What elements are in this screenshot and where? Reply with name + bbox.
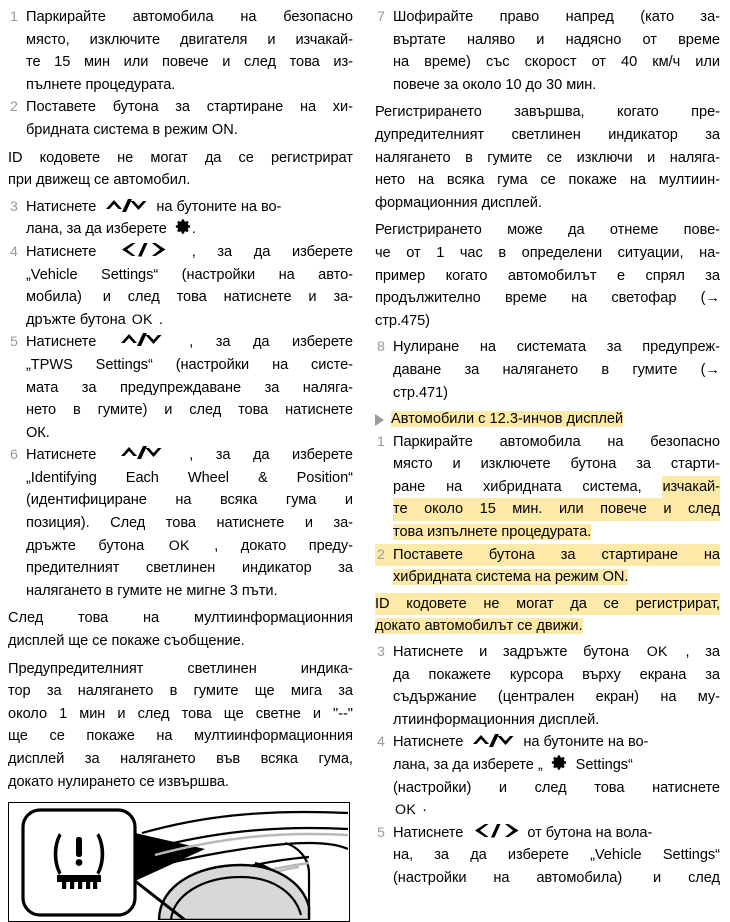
text-line: Регистрирането може да отнеме пове- — [375, 222, 720, 239]
text-line: лана, за да изберете . — [26, 218, 353, 241]
step-text — [393, 731, 720, 821]
gear-icon — [551, 754, 568, 771]
text-line: при движещ се автомобил. — [8, 172, 191, 189]
text-line: Паркирайте автомобила на безопасно — [26, 9, 353, 25]
text-line: място и изключете бутона за старти- — [393, 456, 720, 473]
left-right-arrows-icon — [471, 822, 523, 839]
ok-button-glyph: OK — [395, 802, 417, 819]
step-number: 1 — [377, 433, 385, 450]
text-line: Шофирайте право напред (като за- — [393, 9, 720, 25]
step-number: 5 — [377, 824, 385, 841]
step-item — [375, 6, 720, 96]
text-line: стр.475) — [375, 312, 430, 329]
note-paragraph — [8, 147, 353, 192]
text-line: „Identifying Each Wheel & Position“ — [26, 469, 353, 486]
text-line: на, за да изберете „Vehicle Settings“ — [393, 847, 720, 864]
text-line: съдържание (централен екран) на му- — [393, 689, 720, 706]
text-line: Натиснете от бутона на вола- — [393, 822, 720, 845]
section-heading-label: Автомобили с 12.3-инчов дисплей — [391, 411, 624, 428]
step-body — [393, 431, 720, 544]
step-body — [26, 96, 353, 141]
text-line: ID кодовете не могат да се регистрират — [8, 149, 353, 166]
text-line: стр.471) — [393, 384, 448, 401]
text-line: бридната система в режим ON. — [26, 121, 238, 138]
section-heading — [375, 408, 720, 431]
tire-pressure-warning-light-illustration — [8, 802, 350, 922]
step-number: 7 — [377, 9, 385, 25]
step-number: 2 — [10, 99, 18, 116]
up-down-arrows-icon — [104, 197, 152, 213]
text-line: предителният светлинен индикатор за — [26, 560, 353, 577]
text-line: въртате наляво и надясно от време — [393, 31, 720, 48]
left-column — [0, 0, 365, 889]
text-line: След това на мултиинформационния — [8, 610, 353, 627]
step-body — [393, 822, 720, 890]
text-line: Натиснете и задръжте бутона OK , за — [393, 641, 720, 664]
step-text — [393, 6, 720, 96]
text-line: Предупредителният светлинен индика- — [8, 660, 353, 677]
text-line: Паркирайте автомобила на безопасно — [393, 433, 720, 450]
text-line: да покажете курсора върху екрана за — [393, 666, 720, 683]
text-line: (идентифициране на всяка гума и — [26, 492, 353, 509]
step-item — [8, 6, 353, 96]
text-line: „TPWS Settings“ (настройки на систе- — [26, 356, 353, 373]
step-item — [375, 336, 720, 404]
step-item — [375, 822, 720, 890]
text-line: те около 15 мин. или повече и след — [393, 498, 720, 521]
text-line: Натиснете , за да изберете — [26, 444, 353, 467]
step-body — [26, 444, 353, 602]
text-line: продължително време на светофар (→ — [375, 290, 720, 307]
step-item — [375, 431, 720, 544]
text-line: Натиснете , за да изберете — [26, 241, 353, 264]
text-line: „Vehicle Settings“ (настройки на авто- — [26, 266, 353, 283]
text-line: Натиснете , за да изберете — [26, 331, 353, 354]
text-line: ще се покаже на мултиинформационния — [8, 728, 353, 745]
step-number: 6 — [10, 447, 18, 464]
text-line: че от 1 час в определени ситуации, на- — [375, 244, 720, 261]
text-line: Натиснете на бутоните на во- — [393, 734, 649, 751]
ok-button-glyph: OK — [168, 537, 190, 554]
step-body — [26, 331, 353, 444]
note-paragraph — [375, 219, 720, 332]
step-item — [8, 331, 353, 444]
text-line: нето в гумите) и след това натиснете — [26, 402, 353, 419]
step-number: 3 — [377, 644, 385, 661]
text-line: Регистрирането завършва, когато пре- — [375, 104, 720, 121]
step-body — [393, 641, 720, 731]
step-number: 5 — [10, 334, 18, 351]
text-line: даване за налягането в гумите (→ — [393, 361, 720, 378]
step-text — [393, 431, 720, 544]
text-line: формационния дисплей. — [375, 194, 542, 211]
step-text — [393, 641, 720, 731]
text-line: мата за предупреждаване за наляга- — [26, 379, 353, 396]
step-text — [393, 822, 720, 890]
text-line: налягането в гумите не мигне 3 пъти. — [26, 582, 278, 599]
ok-button-glyph: OK — [646, 644, 668, 661]
text-line: дупредителният светлинен индикатор за — [375, 126, 720, 143]
step-body — [26, 196, 353, 241]
step-number: 8 — [377, 339, 385, 356]
text-line: място, изключите двигателя и изчакай- — [26, 31, 353, 48]
text-line: OK · — [395, 802, 427, 819]
text-line: пример когато автомобилът е спрял за — [375, 267, 720, 284]
text-line: дисплей ще се покаже съобщение. — [8, 633, 245, 650]
up-down-arrows-icon — [119, 444, 167, 467]
step-text — [26, 444, 353, 602]
text-line: тор за налягането в гумите ще мига за — [8, 683, 353, 700]
text-line: ОК. — [26, 424, 50, 441]
step-body — [393, 731, 720, 821]
text-line: Поставете бутона за стартиране на хи- — [26, 99, 353, 116]
text-line: ID кодовете не могат да се регистрират, — [375, 593, 720, 616]
text-line: пълнете процедурата. — [26, 76, 176, 93]
text-line: позиция). След това натиснете и за- — [26, 515, 353, 532]
note-paragraph — [8, 607, 353, 652]
text-line: Поставете бутона за стартиране на — [393, 544, 720, 567]
step-body — [26, 6, 353, 96]
text-line: Нулиране на системата за предупреж- — [393, 339, 720, 356]
gear-icon — [175, 218, 192, 235]
step-text — [26, 331, 353, 444]
text-line: нето на всяка гума се покаже на мултиин- — [375, 172, 720, 189]
text-line: (настройки) и след това натиснете — [393, 779, 720, 796]
text-line: това изпълнете процедурата. — [393, 524, 592, 541]
up-down-arrows-icon — [471, 732, 519, 748]
text-line: Натиснете на бутоните на во- — [26, 198, 282, 215]
note-paragraph — [8, 658, 353, 794]
text-line: хибридната система на режим ON. — [393, 569, 629, 586]
step-item — [8, 241, 353, 331]
step-body — [393, 6, 720, 96]
step-text — [393, 544, 720, 589]
step-number: 4 — [10, 243, 18, 260]
step-number: 1 — [10, 9, 18, 25]
triangle-bullet-icon — [375, 408, 391, 426]
text-line: дръжте бутона OK , докато преду- — [26, 535, 353, 558]
text-line: (настройки на автомобила) и след — [393, 869, 720, 886]
text-line: на време) със скорост от 40 км/ч или — [393, 54, 720, 71]
left-right-arrows-icon — [118, 241, 170, 264]
text-line: ране на хибридната система, изчакай- — [393, 476, 720, 499]
text-line: лтиинформационния дисплей. — [393, 711, 600, 728]
step-text — [26, 6, 353, 96]
text-line: лана, за да изберете „ Settings“ — [393, 754, 720, 777]
text-line: налягането в гумите се изключи и наляга- — [375, 149, 720, 166]
step-number: 3 — [10, 198, 18, 215]
text-line: мобила) и след това натиснете и за- — [26, 289, 353, 306]
text-line: докато автомобилът се движи. — [375, 618, 583, 635]
right-column — [365, 0, 730, 889]
step-item — [375, 731, 720, 821]
step-item — [8, 196, 353, 241]
text-line: те 15 мин или повече и след това из- — [26, 54, 353, 71]
step-body — [393, 544, 720, 589]
text-line: дръжте бутона OK . — [26, 311, 163, 328]
step-body — [26, 241, 353, 331]
up-down-arrows-icon — [119, 331, 167, 354]
step-text — [26, 96, 353, 141]
note-paragraph — [375, 593, 720, 638]
text-line: около 1 мин и след това ще светне и "--" — [8, 705, 353, 722]
step-body — [393, 336, 720, 404]
step-number: 4 — [377, 734, 385, 751]
step-text — [393, 336, 720, 404]
step-item — [375, 544, 720, 589]
text-line: повече за около 10 до 30 мин. — [393, 76, 597, 93]
step-number: 2 — [375, 544, 393, 567]
step-item — [8, 96, 353, 141]
text-line: дисплей за налягането във всяка гума, — [8, 751, 353, 767]
note-paragraph — [375, 101, 720, 214]
ok-button-glyph: OK — [131, 311, 153, 328]
text-line: докато нулирането се извършва. — [8, 773, 229, 790]
step-text — [26, 241, 353, 331]
step-text — [26, 196, 353, 241]
step-item — [375, 641, 720, 731]
step-item — [8, 444, 353, 602]
